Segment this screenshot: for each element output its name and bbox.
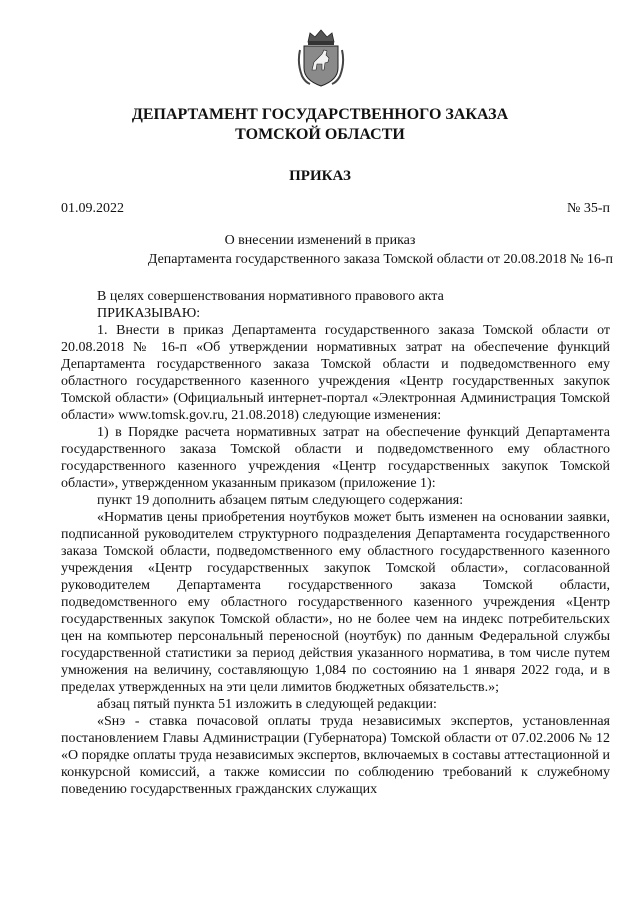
body-paragraph-purpose: В целях совершенствования нормативного правового акта (97, 289, 444, 304)
subject-line2: Департамента государственного заказа Томской области от 20.08.2018 № 16-п (147, 252, 613, 267)
department-name-line2: ТОМСКОЙ ОБЛАСТИ (235, 126, 405, 143)
document-number: № 35-п (566, 201, 610, 216)
tomsk-oblast-coat-of-arms-icon (296, 28, 346, 88)
body-paragraph-norm-quote: «Норматив цены приобретения ноутбуков может быть изменен на основании заявки, подписанной руководителем структурного подразделения Департамента государственного заказа Томской области, подведомственного ему областного государственного казенного учреждения «Центр государственных закупок Томской области», согласованной руководителем Департамента государственного заказа Томской области, подведомственного ему областного государственного казенного учреждения «Центр государственных закупок Томской области», но не более чем на индекс потребительских цен на компьютер персональный переносной (ноутбук) по данным Федеральной службы государственной статистики за период действия указанного норматива, в том числе путем умножения на величину, составляющую 1,084 по состоянию на 1 января 2022 года, и в пределах утвержденных на эти цели лимитов бюджетных обязательств.»; (61, 510, 610, 695)
document-date: 01.09.2022 (61, 201, 124, 216)
document-type-title: ПРИКАЗ (289, 168, 351, 184)
body-paragraph-subitem1: 1) в Порядке расчета нормативных затрат на обеспечение функций Департамента государственного заказа Томской области и подведомственного ему областного государственного казенного учреждения «Центр государственных закупок Томской области», утвержденном указанным приказом (приложение 1): (61, 425, 610, 491)
body-paragraph-point19: пункт 19 дополнить абзацем пятым следующего содержания: (97, 493, 464, 508)
body-paragraph-rate-quote: «Sнэ - ставка почасовой оплаты труда независимых экспертов, установленная постановлением Главы Администрации (Губернатора) Томской области от 07.02.2006 № 12 «О порядке оплаты труда независимых экспертов, включаемых в составы аттестационной и конкурсной комиссий, а также комиссии по соблюдению требований к служебному поведению государственных гражданских служащих (61, 714, 610, 797)
subject-line1: О внесении изменений в приказ (224, 233, 416, 248)
department-name-line1: ДЕПАРТАМЕНТ ГОСУДАРСТВЕННОГО ЗАКАЗА (131, 106, 509, 123)
document-body (61, 288, 610, 798)
body-paragraph-order: ПРИКАЗЫВАЮ: (97, 306, 201, 321)
body-paragraph-point51: абзац пятый пункта 51 изложить в следующей редакции: (97, 697, 437, 712)
body-paragraph-item1: 1. Внести в приказ Департамента государственного заказа Томской области от 20.08.2018 № 16-п «Об утверждении нормативных затрат на обеспечение функций Департамента государственного заказа Томской области и подведомственного ему областного государственного казенного учреждения «Центр государственных закупок Томской области» (Официальный интернет-портал «Электронная Администрация Томской области» www.tomsk.gov.ru, 21.08.2018) следующие изменения: (61, 323, 610, 423)
